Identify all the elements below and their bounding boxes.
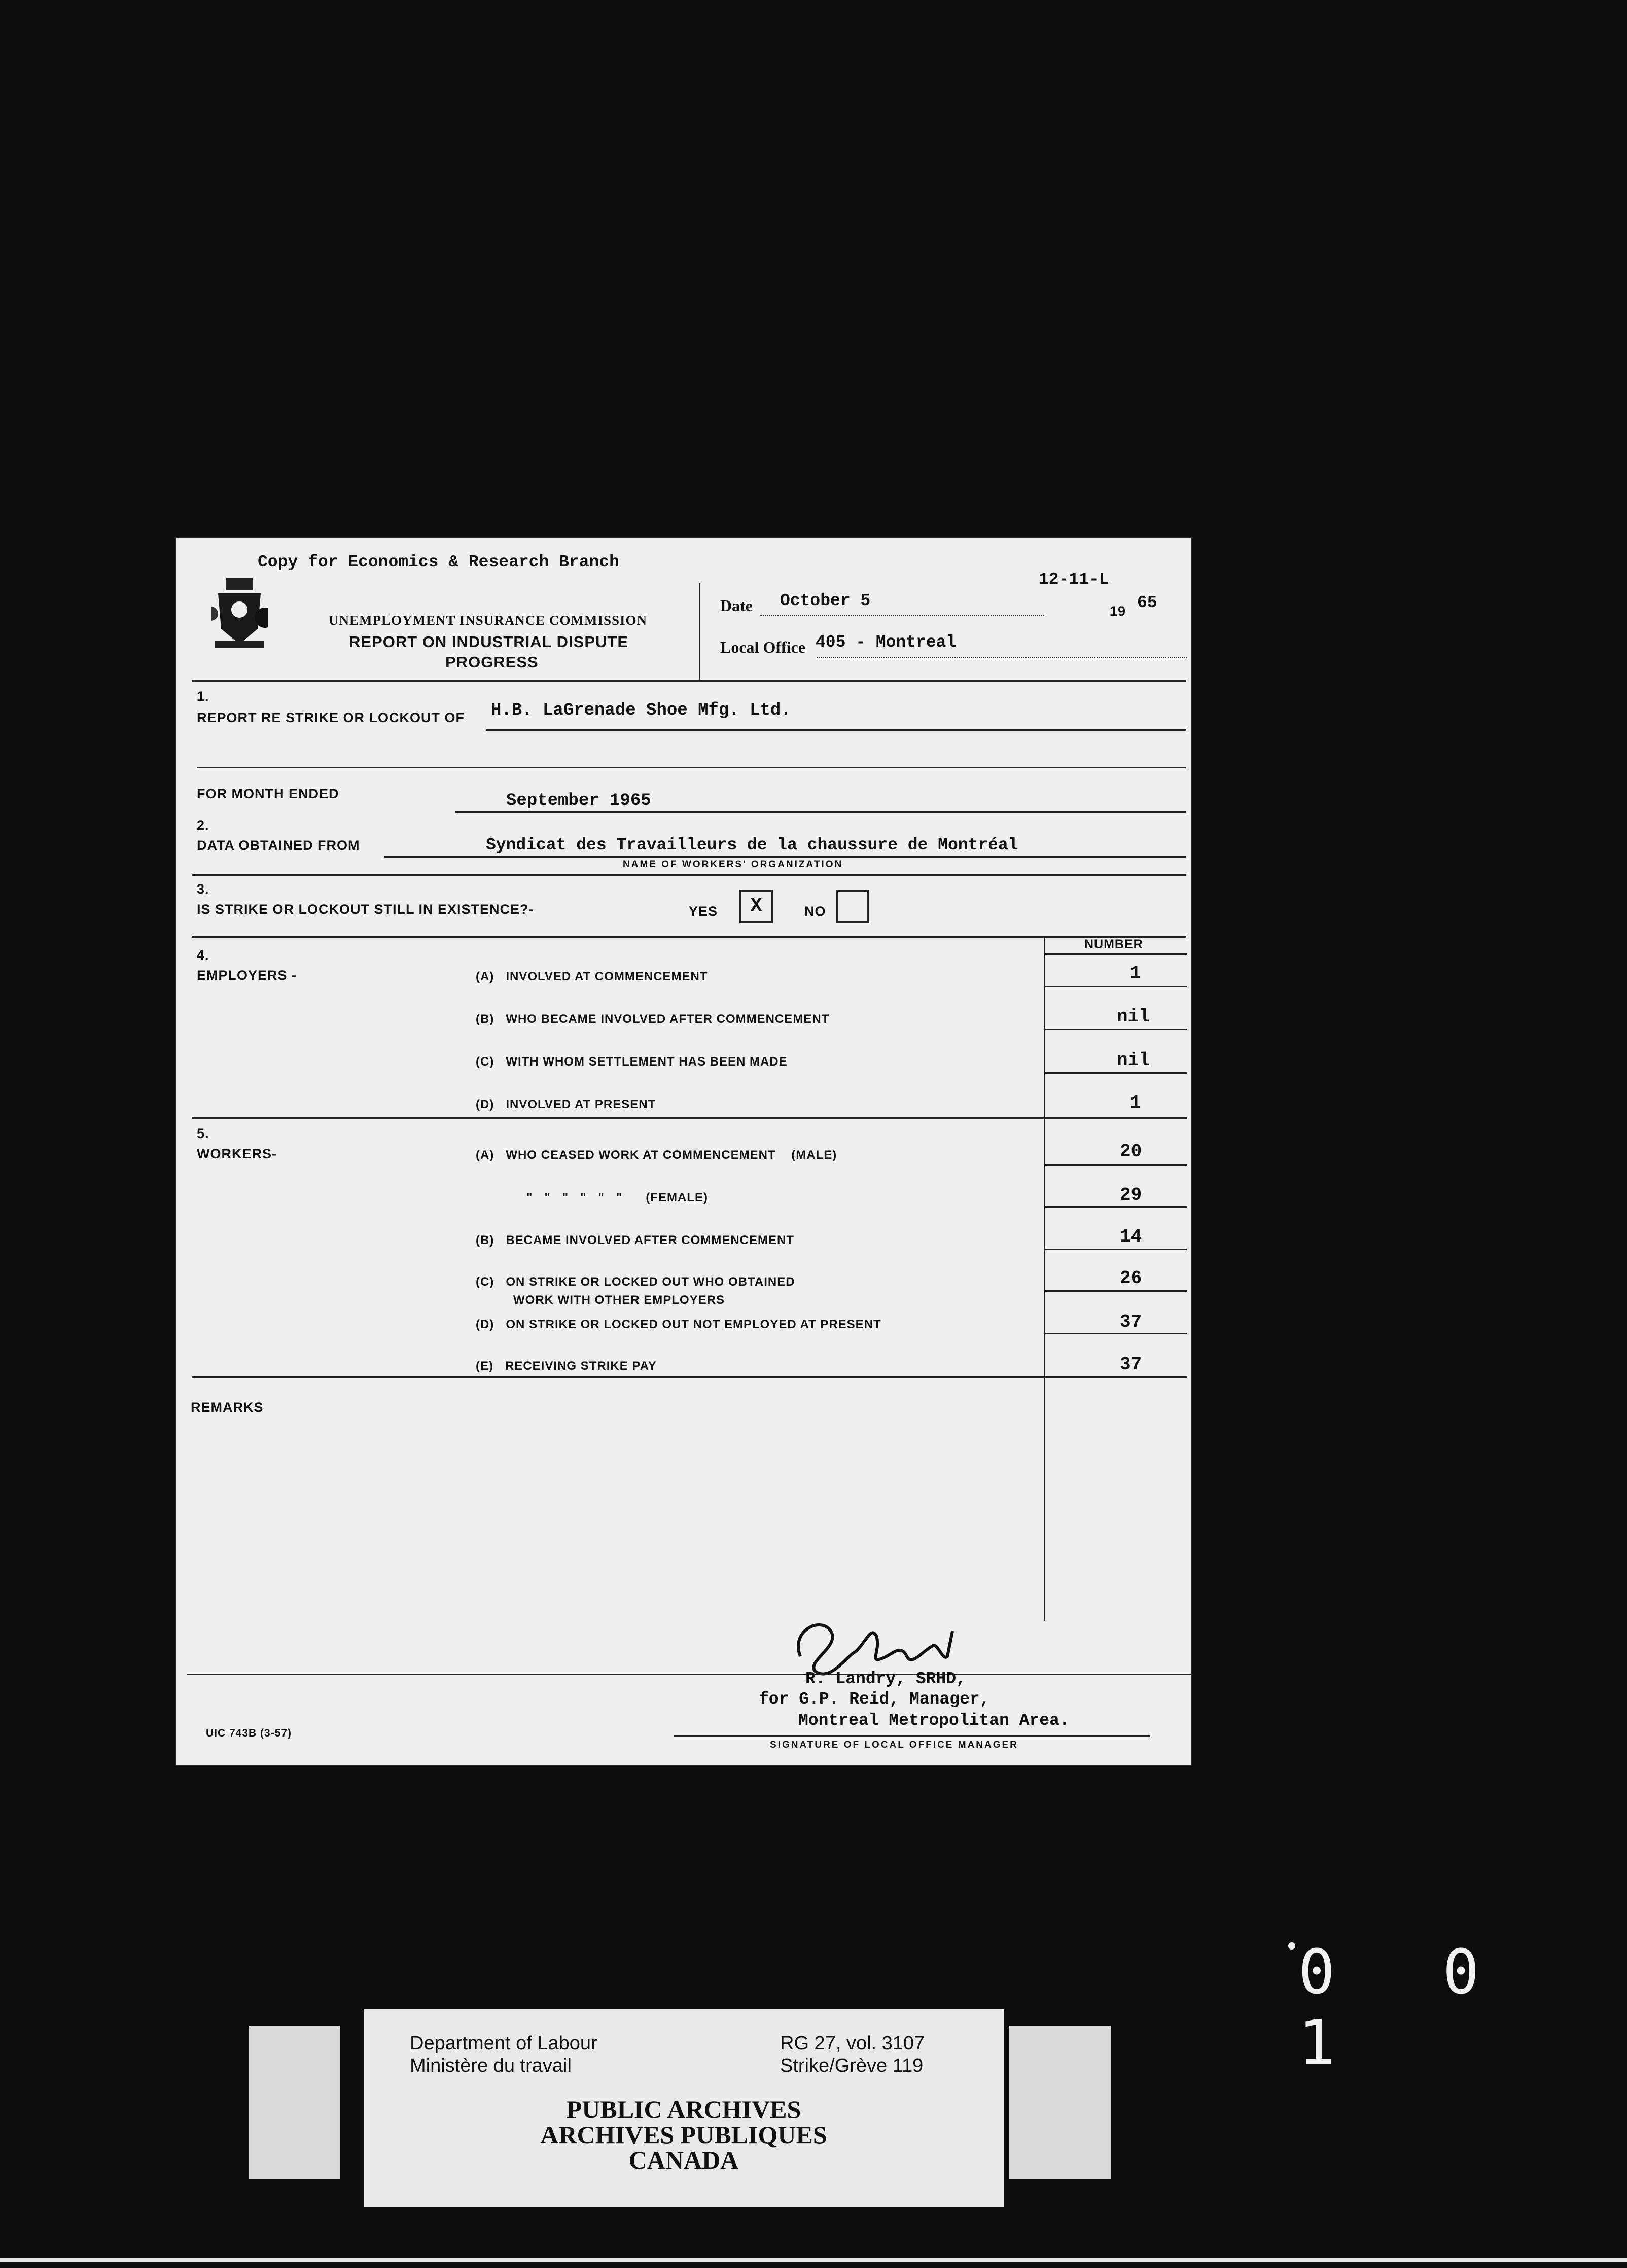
form-code: 12-11-L bbox=[1039, 570, 1109, 589]
workers-row-b-value: 14 bbox=[1120, 1226, 1142, 1247]
no-label: NO bbox=[804, 904, 826, 919]
film-dot bbox=[1288, 1942, 1295, 1950]
label-tab-right bbox=[1009, 2026, 1111, 2179]
section-2-number: 2. bbox=[197, 818, 209, 833]
form-title-line2: PROGRESS bbox=[445, 653, 539, 671]
yes-check-mark: X bbox=[750, 895, 762, 917]
section-5-number: 5. bbox=[197, 1126, 209, 1141]
signer-line-2: for G.P. Reid, Manager, bbox=[759, 1690, 990, 1709]
section-3-number: 3. bbox=[197, 881, 209, 897]
signer-line-3: Montreal Metropolitan Area. bbox=[798, 1711, 1070, 1730]
year-prefix: 19 bbox=[1110, 604, 1126, 619]
archives-country: CANADA bbox=[628, 2146, 739, 2174]
employers-row-a-label: (A) INVOLVED AT COMMENCEMENT bbox=[476, 970, 708, 983]
workers-row-a-female-value: 29 bbox=[1120, 1185, 1142, 1206]
workers-label: WORKERS- bbox=[197, 1146, 277, 1161]
employers-row-b-value: nil bbox=[1117, 1006, 1150, 1027]
workers-row-a-male-label: (A) WHO CEASED WORK AT COMMENCEMENT (MALE) bbox=[476, 1148, 837, 1162]
number-header: NUMBER bbox=[1084, 937, 1143, 951]
employers-row-a-value: 1 bbox=[1130, 963, 1141, 983]
form-title: REPORT ON INDUSTRIAL DISPUTE bbox=[349, 633, 629, 651]
employers-row-c-label: (C) WITH WHOM SETTLEMENT HAS BEEN MADE bbox=[476, 1055, 788, 1069]
signer-line-1: R. Landry, SRHD, bbox=[805, 1670, 966, 1688]
section-1-number: 1. bbox=[197, 689, 209, 704]
archives-french: ARCHIVES PUBLIQUES bbox=[540, 2120, 827, 2149]
dispute-report-form bbox=[176, 538, 1191, 1765]
dept-english: Department of Labour bbox=[410, 2033, 597, 2054]
workers-row-a-female-label: " " " " " " (FEMALE) bbox=[526, 1191, 708, 1204]
workers-row-e-label: (E) RECEIVING STRIKE PAY bbox=[476, 1359, 657, 1373]
local-office-value: 405 - Montreal bbox=[816, 633, 957, 652]
date-label: Date bbox=[720, 596, 753, 615]
company-name: H.B. LaGrenade Shoe Mfg. Ltd. bbox=[491, 701, 791, 720]
workers-row-a-male-value: 20 bbox=[1120, 1141, 1142, 1162]
org-name: UNEMPLOYMENT INSURANCE COMMISSION bbox=[329, 613, 648, 628]
film-edge bbox=[0, 2258, 1627, 2262]
employers-label: EMPLOYERS - bbox=[197, 968, 297, 983]
data-source-label: DATA OBTAINED FROM bbox=[197, 838, 360, 853]
workers-row-c-label-2: WORK WITH OTHER EMPLOYERS bbox=[513, 1293, 725, 1307]
dept-french: Ministère du travail bbox=[410, 2055, 572, 2076]
workers-row-d-label: (D) ON STRIKE OR LOCKED OUT NOT EMPLOYED AT PRESENT bbox=[476, 1318, 881, 1331]
signature-caption: SIGNATURE OF LOCAL OFFICE MANAGER bbox=[770, 1740, 1018, 1750]
remarks-label: REMARKS bbox=[191, 1400, 264, 1415]
employers-row-c-value: nil bbox=[1117, 1050, 1150, 1071]
copy-for-note: Copy for Economics & Research Branch bbox=[258, 553, 619, 572]
workers-row-b-label: (B) BECAME INVOLVED AFTER COMMENCEMENT bbox=[476, 1233, 794, 1247]
workers-row-c-label: (C) ON STRIKE OR LOCKED OUT WHO OBTAINED bbox=[476, 1275, 795, 1289]
coat-of-arms-icon bbox=[211, 578, 268, 650]
section-4-number: 4. bbox=[197, 947, 209, 963]
label-tab-left bbox=[249, 2026, 340, 2179]
archive-reference: RG 27, vol. 3107 bbox=[780, 2033, 925, 2054]
employers-row-b-label: (B) WHO BECAME INVOLVED AFTER COMMENCEMENT bbox=[476, 1012, 830, 1026]
workers-row-e-value: 37 bbox=[1120, 1354, 1142, 1375]
month-ended-value: September 1965 bbox=[506, 791, 651, 810]
local-office-label: Local Office bbox=[720, 638, 805, 656]
report-re-label: REPORT RE STRIKE OR LOCKOUT OF bbox=[197, 710, 465, 725]
workers-organization: Syndicat des Travailleurs de la chaussure de Montréal bbox=[486, 836, 1018, 855]
workers-row-d-value: 37 bbox=[1120, 1312, 1142, 1332]
date-value: October 5 bbox=[780, 591, 871, 610]
month-ended-label: FOR MONTH ENDED bbox=[197, 786, 339, 801]
still-in-existence-label: IS STRIKE OR LOCKOUT STILL IN EXISTENCE?- bbox=[197, 902, 534, 917]
workers-org-caption: NAME OF WORKERS' ORGANIZATION bbox=[623, 859, 843, 870]
no-checkbox[interactable] bbox=[836, 890, 869, 923]
yes-label: YES bbox=[689, 904, 718, 919]
archives-english: PUBLIC ARCHIVES bbox=[566, 2095, 801, 2123]
frame-counter: 0 0 1 bbox=[1298, 1937, 1515, 2078]
employers-row-d-value: 1 bbox=[1130, 1092, 1141, 1113]
employers-row-d-label: (D) INVOLVED AT PRESENT bbox=[476, 1097, 656, 1111]
year-value: 65 bbox=[1137, 593, 1157, 612]
workers-row-c-value: 26 bbox=[1120, 1268, 1142, 1289]
yes-checkbox[interactable] bbox=[739, 890, 773, 923]
archive-label bbox=[364, 2009, 1004, 2207]
form-number: UIC 743B (3-57) bbox=[206, 1727, 292, 1739]
strike-reference: Strike/Grève 119 bbox=[780, 2055, 924, 2076]
